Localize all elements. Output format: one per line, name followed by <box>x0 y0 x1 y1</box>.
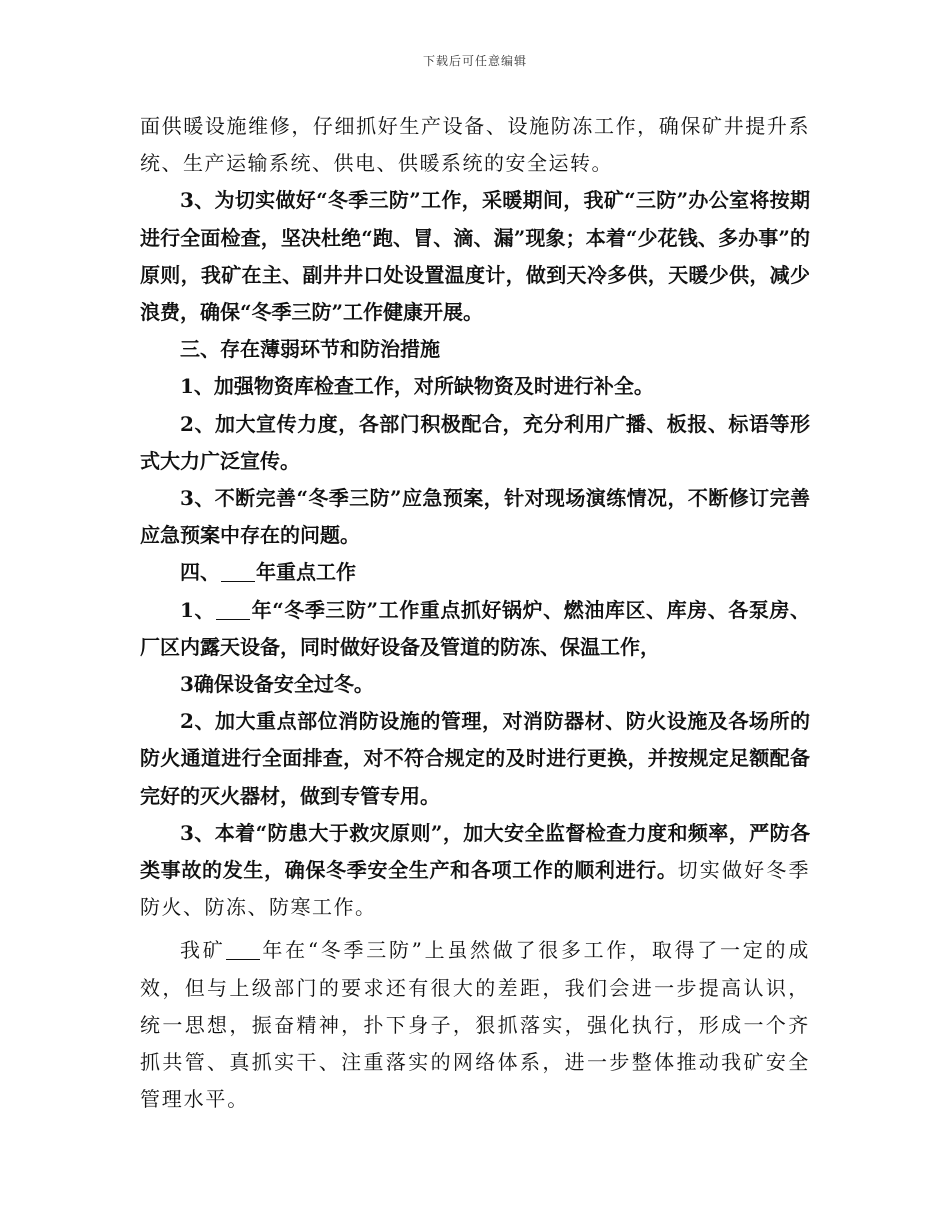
page-header: 下载后可任意编辑 <box>422 54 527 68</box>
section-heading-text: 年重点工作 <box>256 560 356 585</box>
year-blank <box>216 599 250 620</box>
section-heading-key-work <box>140 554 810 591</box>
paragraph-item-1-supplies: 1、加强物资库检查工作，对所缺物资及时进行补全。 <box>180 374 654 399</box>
paragraph-item-3-emergency-plan: 3、不断完善“冬季三防”应急预案，针对现场演练情况，不断修订完善应急预案中存在的问题。 <box>140 486 810 548</box>
year-blank <box>226 939 260 960</box>
item-number: 1、 <box>180 597 216 622</box>
paragraph-item-2-publicity: 2、加大宣传力度，各部门积极配合，充分利用广播、板报、标语等形式大力广泛宣传。 <box>140 411 810 473</box>
paragraph-item-3-inspection: 3、为切实做好“冬季三防”工作，采暖期间，我矿“三防”办公室将按期进行全面检查，坚决杜绝“跑、冒、滴、漏”现象；本着“少花钱、多办事”的原则，我矿在主、副井井口处设置温度计，做到天冷多供，天暖少供，减少浪费，确保“冬季三防”工作健康开展。 <box>140 188 810 325</box>
paragraph-key-work-2: 2、加大重点部位消防设施的管理，对消防器材、防火设施及各场所的防火通道进行全面排查，对不符合规定的及时进行更换，并按规定足额配备完好的灭火器材，做到专管专用。 <box>140 709 810 808</box>
year-blank <box>221 561 255 582</box>
paragraph-equipment-winter: 3确保设备安全过冬。 <box>180 672 374 697</box>
paragraph-continuation: 面供暖设施维修，仔细抓好生产设备、设施防冻工作，确保矿井提升系统、生产运输系统、供电、供暖系统的安全运转。 <box>140 114 810 176</box>
paragraph-key-work-1 <box>140 592 810 666</box>
section-number: 四、 <box>180 560 220 585</box>
paragraph-text-bold: 3、本着“防患大于救灾原则”，加大安全监督检查力度和频率，严防各类事故的发生，确保冬季安全生产和各项工作的顺利进行。 <box>140 820 810 883</box>
paragraph-key-work-3 <box>140 815 810 927</box>
document-body <box>140 108 810 1118</box>
paragraph-text-light: 切实做好冬季防火、防冻、防寒工作。 <box>140 858 811 920</box>
paragraph-text: 年“冬季三防”工作重点抓好锅炉、燃油库区、库房、各泵房、厂区内露天设备，同时做好设备及管道的防冻、保温工作， <box>140 597 810 659</box>
closing-paragraph <box>140 932 810 1118</box>
section-heading-weak-links: 三、存在薄弱环节和防治措施 <box>180 337 440 362</box>
closing-text: 年在“冬季三防”上虽然做了很多工作，取得了一定的成效，但与上级部门的要求还有很大的差距，我们会进一步提高认识，统一思想，振奋精神，扑下身子，狠抓落实，强化执行，形成一个齐抓共管、真抓实干、注重落实的网络体系，进一步整体推动我矿安全管理水平。 <box>140 938 810 1112</box>
closing-prefix: 我矿 <box>180 938 226 963</box>
